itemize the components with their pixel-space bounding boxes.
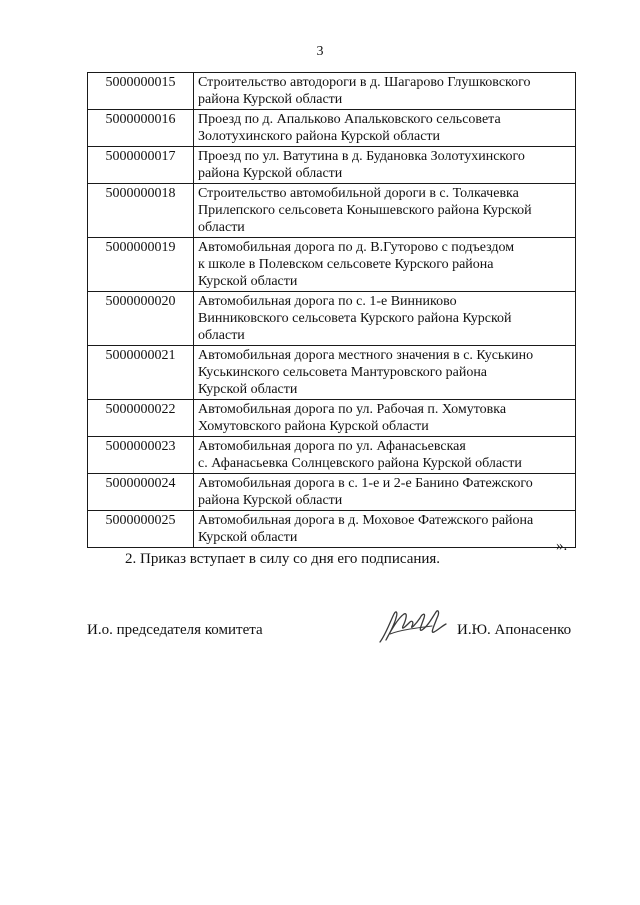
row-code: 5000000017 xyxy=(88,147,194,184)
table-row xyxy=(88,437,576,474)
row-description: Проезд по д. Апальково Апальковского сельсовета Золотухинского района Курской области xyxy=(194,110,576,147)
clause-2-text: 2. Приказ вступает в силу со дня его подписания. xyxy=(125,551,441,567)
row-code: 5000000024 xyxy=(88,474,194,511)
row-description: Проезд по ул. Ватутина в д. Будановка Золотухинского района Курской области xyxy=(194,147,576,184)
table-row xyxy=(88,511,576,548)
row-code: 5000000020 xyxy=(88,292,194,346)
road-list-table xyxy=(87,72,576,548)
row-description: Строительство автодороги в д. Шагарово Глушковского района Курской области xyxy=(194,73,576,110)
row-description: Автомобильная дорога в д. Моховое Фатежского района Курской области xyxy=(194,511,576,548)
row-description: Автомобильная дорога местного значения в с. Куськино Куськинского сельсовета Мантуровского района Курской области xyxy=(194,346,576,400)
closing-quote: ». xyxy=(556,538,568,554)
row-description: Автомобильная дорога по д. В.Гуторово с подъездом к школе в Полевском сельсовете Курского района Курской области xyxy=(194,238,576,292)
table-body xyxy=(88,73,576,548)
table-row xyxy=(88,292,576,346)
row-code: 5000000022 xyxy=(88,400,194,437)
signer-name: И.Ю. Апонасенко xyxy=(457,622,572,638)
handwritten-signature xyxy=(376,604,454,648)
table-row xyxy=(88,346,576,400)
table-row xyxy=(88,147,576,184)
row-code: 5000000018 xyxy=(88,184,194,238)
row-code: 5000000016 xyxy=(88,110,194,147)
row-code: 5000000025 xyxy=(88,511,194,548)
row-description: Автомобильная дорога по с. 1-е Винниково Винниковского сельсовета Курского района Курской области xyxy=(194,292,576,346)
table-row xyxy=(88,110,576,147)
row-description: Автомобильная дорога в с. 1-е и 2-е Банино Фатежского района Курской области xyxy=(194,474,576,511)
row-code: 5000000015 xyxy=(88,73,194,110)
row-code: 5000000021 xyxy=(88,346,194,400)
row-description: Строительство автомобильной дороги в с. Толкачевка Прилепского сельсовета Конышевского района Курской области xyxy=(194,184,576,238)
table-row xyxy=(88,238,576,292)
row-description: Автомобильная дорога по ул. Рабочая п. Хомутовка Хомутовского района Курской области xyxy=(194,400,576,437)
page-number: 3 xyxy=(316,44,324,59)
table-row xyxy=(88,400,576,437)
row-code: 5000000019 xyxy=(88,238,194,292)
table-row xyxy=(88,73,576,110)
table-row xyxy=(88,184,576,238)
table-row xyxy=(88,474,576,511)
row-code: 5000000023 xyxy=(88,437,194,474)
signer-position: И.о. председателя комитета xyxy=(87,622,263,638)
row-description: Автомобильная дорога по ул. Афанасьевская с. Афанасьевка Солнцевского района Курской области xyxy=(194,437,576,474)
